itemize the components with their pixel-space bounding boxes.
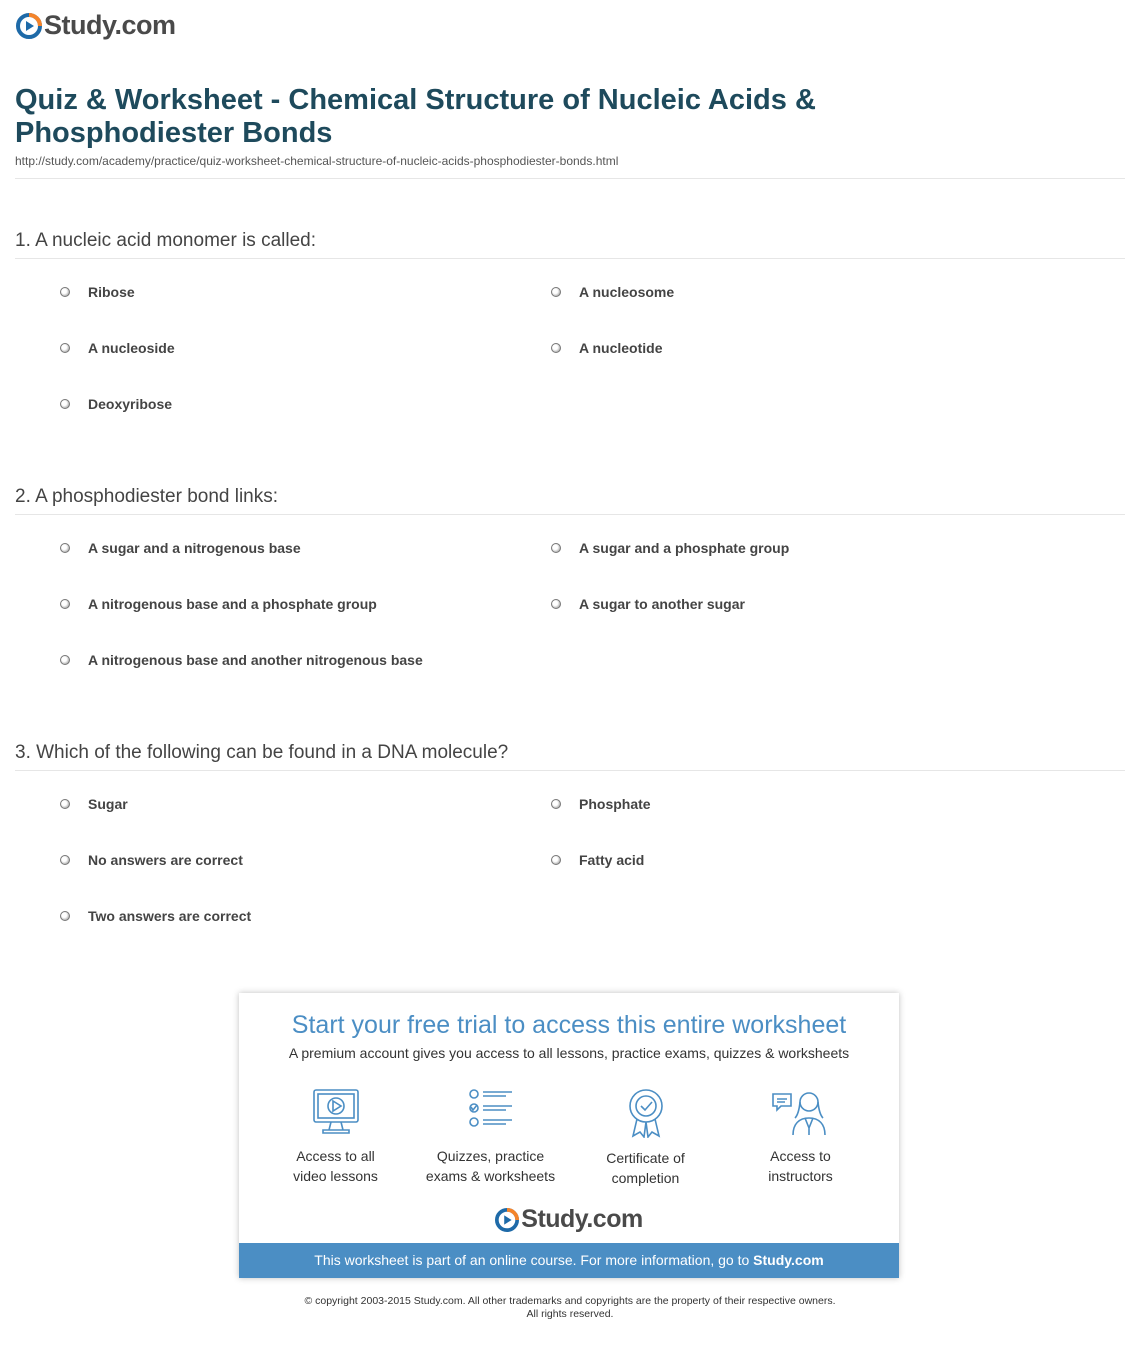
radio-icon[interactable] <box>60 399 70 409</box>
video-lesson-icon <box>311 1088 361 1136</box>
radio-icon[interactable] <box>60 343 70 353</box>
logo-mark-icon <box>16 13 42 39</box>
radio-icon[interactable] <box>60 911 70 921</box>
question-text: 1. A nucleic acid monomer is called: <box>15 230 316 251</box>
feature-label-line2: instructors <box>768 1168 833 1184</box>
certificate-icon <box>621 1088 671 1138</box>
choice-label: Deoxyribose <box>88 396 173 412</box>
radio-icon[interactable] <box>551 799 561 809</box>
answer-choice[interactable] <box>60 596 377 612</box>
question-3 <box>15 739 1125 924</box>
answer-choice[interactable] <box>551 796 651 812</box>
answer-choice[interactable] <box>60 540 301 556</box>
page-url: http://study.com/academy/practice/quiz-worksheet-chemical-structure-of-nucleic-acids-phosphodiester-bonds.html <box>15 154 619 168</box>
choice-label: A sugar and a phosphate group <box>579 540 790 556</box>
radio-icon[interactable] <box>60 287 70 297</box>
study-link[interactable]: Study.com <box>753 1252 824 1268</box>
radio-icon[interactable] <box>551 855 561 865</box>
answer-choice[interactable] <box>60 852 243 868</box>
choice-label: A sugar to another sugar <box>579 596 745 612</box>
choice-label: Ribose <box>88 284 135 300</box>
copyright-line1: © copyright 2003-2015 Study.com. All other trademarks and copyrights are the property of their respective owners. <box>304 1295 836 1307</box>
question-2 <box>15 483 1125 668</box>
choice-label: A nitrogenous base and another nitrogenous base <box>88 652 423 668</box>
logo-text: Study.com <box>44 10 176 40</box>
study-logo[interactable] <box>16 10 176 41</box>
course-info-bar <box>239 1243 899 1278</box>
answer-choice[interactable] <box>60 908 251 924</box>
answer-choice[interactable] <box>60 340 175 356</box>
answer-choice[interactable] <box>551 284 674 300</box>
radio-icon[interactable] <box>60 599 70 609</box>
feature-label-line1: Quizzes, practice <box>436 1148 545 1164</box>
feature-label-line2: exams & worksheets <box>425 1168 556 1184</box>
choice-label: Sugar <box>88 796 128 812</box>
answer-choice[interactable] <box>551 540 789 556</box>
choice-label: A nitrogenous base and a phosphate group <box>88 596 377 612</box>
promo-heading[interactable]: Start your free trial to access this entire worksheet <box>291 1011 847 1039</box>
logo-text: Study.com <box>521 1205 643 1233</box>
question-text: 3. Which of the following can be found in a DNA molecule? <box>15 742 509 763</box>
feature-certificate <box>568 1088 723 1188</box>
feature-label-line1: Access to <box>770 1148 831 1164</box>
radio-icon[interactable] <box>60 799 70 809</box>
radio-icon[interactable] <box>60 543 70 553</box>
choice-label: A nucleoside <box>88 340 175 356</box>
course-info-text: This worksheet is part of an online course. For more information, go to <box>314 1252 750 1268</box>
copyright <box>0 1295 1140 1321</box>
header-divider <box>15 178 1125 179</box>
radio-icon[interactable] <box>60 855 70 865</box>
feature-label-line2: completion <box>611 1170 680 1186</box>
feature-label-line2: video lessons <box>293 1168 378 1184</box>
choice-label: A nucleotide <box>579 340 663 356</box>
choice-label: No answers are correct <box>88 852 243 868</box>
question-text: 2. A phosphodiester bond links: <box>15 486 279 507</box>
choice-label: Fatty acid <box>579 852 645 868</box>
choice-label: A sugar and a nitrogenous base <box>88 540 301 556</box>
feature-instructors <box>723 1088 878 1186</box>
feature-label-line1: Certificate of <box>606 1150 685 1166</box>
answer-choice[interactable] <box>551 340 663 356</box>
radio-icon[interactable] <box>551 287 561 297</box>
radio-icon[interactable] <box>551 343 561 353</box>
free-trial-promo <box>239 993 899 1278</box>
radio-icon[interactable] <box>551 599 561 609</box>
instructor-icon <box>771 1088 831 1136</box>
radio-icon[interactable] <box>60 655 70 665</box>
radio-icon[interactable] <box>551 543 561 553</box>
question-divider <box>15 514 1125 515</box>
choice-label: A nucleosome <box>579 284 675 300</box>
answer-choice[interactable] <box>60 652 423 668</box>
choice-label: Two answers are correct <box>88 908 252 924</box>
question-divider <box>15 770 1125 771</box>
promo-study-logo[interactable] <box>239 1205 899 1234</box>
answer-choice[interactable] <box>551 852 644 868</box>
question-1 <box>15 227 1125 412</box>
answer-choice[interactable] <box>60 284 135 300</box>
quiz-list-icon <box>466 1088 516 1136</box>
page-title: Quiz & Worksheet - Chemical Structure of Nucleic Acids & Phosphodiester Bonds <box>15 84 816 149</box>
answer-choice[interactable] <box>60 396 172 412</box>
feature-video-lessons <box>258 1088 413 1186</box>
choice-label: Phosphate <box>579 796 651 812</box>
answer-choice[interactable] <box>60 796 128 812</box>
feature-quizzes <box>413 1088 568 1186</box>
copyright-line2: All rights reserved. <box>526 1308 614 1320</box>
logo-mark-icon <box>495 1208 519 1232</box>
question-divider <box>15 258 1125 259</box>
promo-subheading: A premium account gives you access to all lessons, practice exams, quizzes & worksheets <box>288 1045 850 1061</box>
answer-choice[interactable] <box>551 596 745 612</box>
feature-label-line1: Access to all <box>296 1148 375 1164</box>
